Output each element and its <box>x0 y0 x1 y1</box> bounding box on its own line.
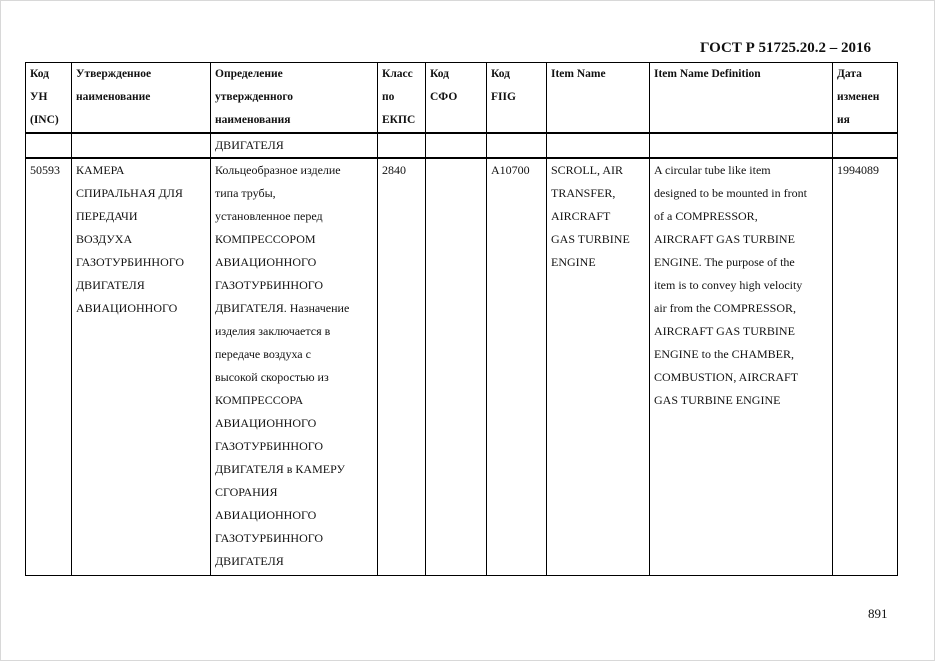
cont-cell <box>72 133 211 158</box>
column-header-sfo-code: Код СФО <box>426 63 487 134</box>
change-date-cell: 1994089 <box>833 158 898 576</box>
cont-cell-definition: ДВИГАТЕЛЯ <box>211 133 378 158</box>
data-table <box>25 62 898 576</box>
cont-cell <box>378 133 426 158</box>
column-header-inc: Код УН (INC) <box>26 63 72 134</box>
column-header-definition: Определение утвержденного наименования <box>211 63 378 134</box>
table-row <box>26 158 898 576</box>
cont-cell <box>547 133 650 158</box>
item-name-cell: SCROLL, AIR TRANSFER, AIRCRAFT GAS TURBINE ENGINE <box>547 158 650 576</box>
column-header-fiig-code: Код FIIG <box>487 63 547 134</box>
cont-cell <box>650 133 833 158</box>
cont-cell <box>833 133 898 158</box>
header-row <box>26 63 898 134</box>
page-number: 891 <box>868 606 888 621</box>
inc-cell: 50593 <box>26 158 72 576</box>
definition-cell: Кольцеобразное изделие типа трубы, установленное перед КОМПРЕССОРОМ АВИАЦИОННОГО ГАЗОТУРБИННОГО ДВИГАТЕЛЯ. Назначение изделия заключается в передаче воздуха с высокой скоростью из КОМПРЕССОРА АВИАЦИОННОГО ГАЗОТУРБИННОГО ДВИГАТЕЛЯ в КАМЕРУ СГОРАНИЯ АВИАЦИОННОГО ГАЗОТУРБИННОГО ДВИГАТЕЛЯ <box>211 158 378 576</box>
item-name-definition-cell: A circular tube like item designed to be mounted in front of a COMPRESSOR, AIRCRAFT GAS TURBINE ENGINE. The purpose of the item is to convey high velocity air from the COMPRESSOR, AIRCRAFT GAS TURBINE ENGINE to the CHAMBER, COMBUSTION, AIRCRAFT GAS TURBINE ENGINE <box>650 158 833 576</box>
cont-cell <box>26 133 72 158</box>
column-header-ekps-class: Класс по ЕКПС <box>378 63 426 134</box>
cont-cell <box>487 133 547 158</box>
column-header-change-date: Дата изменен ия <box>833 63 898 134</box>
column-header-item-name: Item Name <box>547 63 650 134</box>
sfo-code-cell <box>426 158 487 576</box>
ekps-class-cell: 2840 <box>378 158 426 576</box>
approved-name-cell: КАМЕРА СПИРАЛЬНАЯ ДЛЯ ПЕРЕДАЧИ ВОЗДУХА ГАЗОТУРБИННОГО ДВИГАТЕЛЯ АВИАЦИОННОГО <box>72 158 211 576</box>
column-header-approved-name: Утвержденное наименование <box>72 63 211 134</box>
column-header-item-name-definition: Item Name Definition <box>650 63 833 134</box>
cont-cell <box>426 133 487 158</box>
continuation-row <box>26 133 898 158</box>
standard-code-header: ГОСТ Р 51725.20.2 – 2016 <box>700 40 872 56</box>
fiig-code-cell: A10700 <box>487 158 547 576</box>
